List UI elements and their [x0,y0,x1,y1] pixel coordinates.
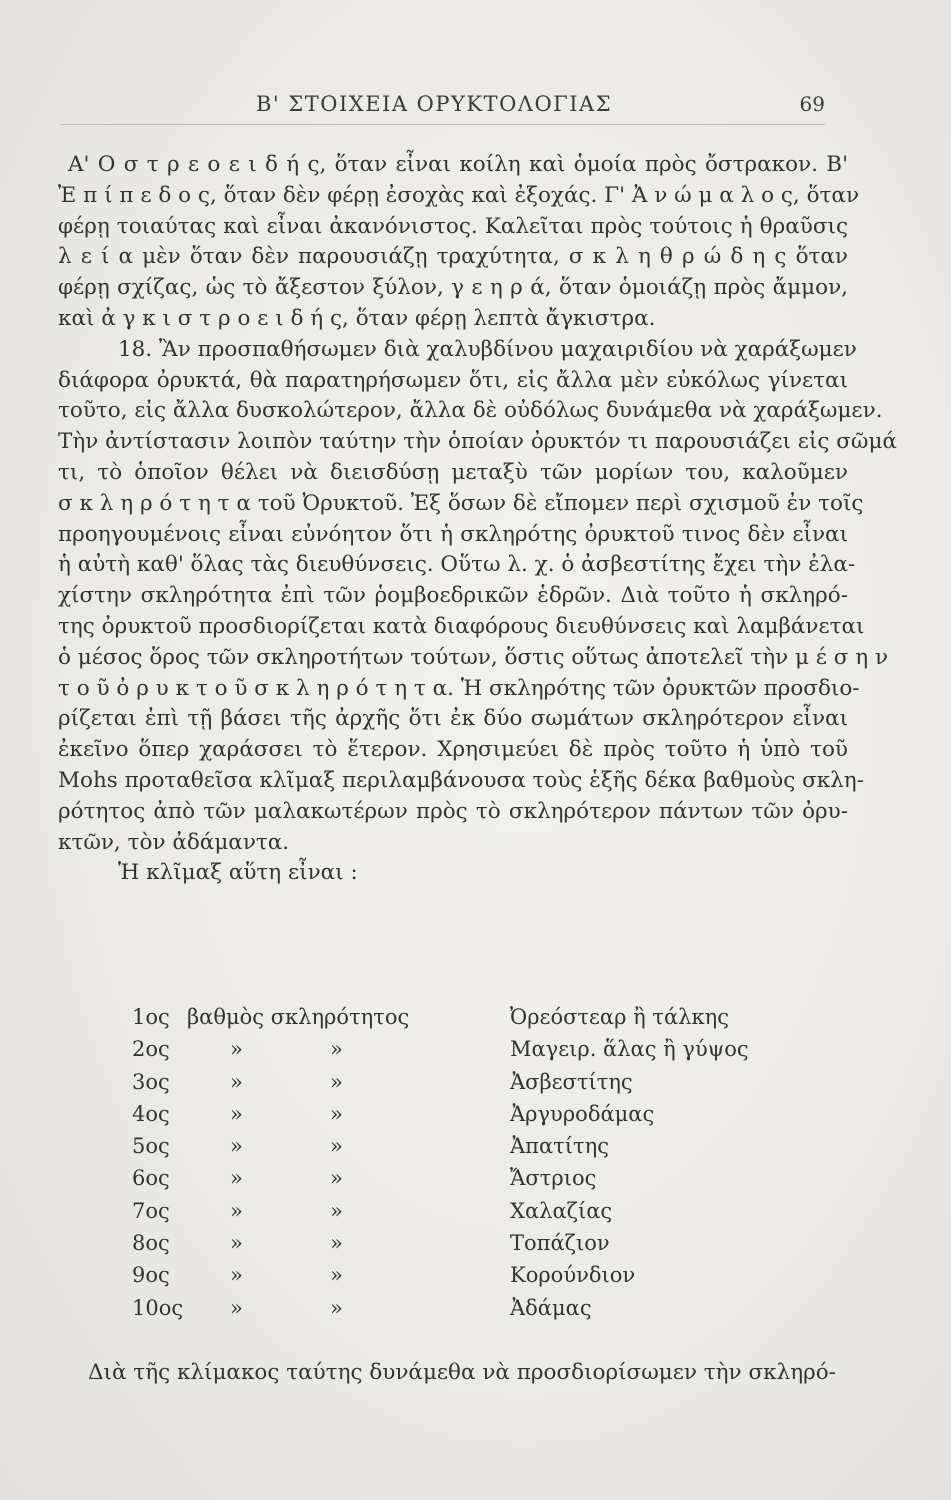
ditto-mark: » [230,1069,243,1094]
scale-intro-paragraph [58,858,848,889]
scale-row [110,1199,830,1231]
ditto-mark: » [330,1198,343,1223]
text-line: λ ε ί α μὲν ὅταν δὲν παρουσιάζῃ τραχύτητα, σ κ λ η θ ρ ώ δ η ς ὅταν [58,244,848,270]
scale-row [110,1037,830,1069]
text-line: τ ο ῦ ὀ ρ υ κ τ ο ῦ σ κ λ η ρ ό τ η τ α. Ἡ σκληρότης τῶν ὀρυκτῶν προσδιο- [58,675,860,701]
text-line: Mohs προταθεῖσα κλῖμαξ περιλαμβάνουσα τοὺς ἑξῆς δέκα βαθμοὺς σκλη- [58,767,864,793]
text-line: της ὀρυκτοῦ προσδιορίζεται κατὰ διαφόρους διευθύνσεις καὶ λαμβάνεται [58,613,865,639]
ditto-mark: » [330,1037,343,1062]
scale-degree: 9ος [132,1263,170,1288]
text-line: καὶ ἀ γ κ ι σ τ ρ ο ε ι δ ή ς, ὅταν φέρῃ λεπτὰ ἄγκιστρα. [58,305,656,331]
text-line: ἡ αὐτὴ καθ' ὅλας τὰς διευθύνσεις. Οὕτω λ. χ. ὁ ἀσβεστίτης ἔχει τὴν ἐλα- [58,552,856,578]
mineral-name: Ἀσβεστίτης [510,1069,633,1094]
scale-row [110,1102,830,1134]
mineral-name: Ἀργυροδάμας [510,1101,655,1126]
scale-row [110,1005,830,1037]
text-line: χίστην σκληρότητα ἐπὶ τῶν ῥομβοεδρικῶν ἑδρῶν. Διὰ τοῦτο ἡ σκληρό- [58,583,848,609]
mineral-name: Ὀρεόστεαρ ἢ τάλκης [510,1005,729,1029]
text-line: τοῦτο, εἰς ἄλλα δυσκολώτερον, ἄλλα δὲ οὐδόλως δυνάμεθα νὰ χαράξωμεν. [58,398,883,424]
scale-degree: 8ος [132,1231,170,1256]
text-line: ὁ μέσος ὅρος τῶν σκληροτήτων τούτων, ὅστις οὕτως ἀποτελεῖ τὴν μ έ σ η ν [58,644,889,670]
text-line: Τὴν ἀντίστασιν λοιπὸν ταύτην τὴν ὁποίαν ὀρυκτόν τι παρουσιάζει εἰς σῶμά [58,429,897,455]
ditto-mark: » [330,1101,343,1126]
running-header [60,88,825,125]
header-title: Β' ΣΤΟΙΧΕΙΑ ΟΡΥΚΤΟΛΟΓΙΑΣ [256,92,613,116]
paragraph-surface-types [58,150,860,335]
ditto-mark: » [330,1069,343,1094]
mohs-scale-table [110,1005,830,1328]
ditto-mark: » [330,1231,343,1256]
text-line: ἐκεῖνο ὅπερ χαράσσει τὸ ἕτερον. Χρησιμεύει δὲ πρὸς τοῦτο ἡ ὑπὸ τοῦ [58,737,848,763]
text-line: 18. Ἂν προσπαθήσωμεν διὰ χαλυβδίνου μαχαιριδίου νὰ χαράξωμεν [118,336,857,362]
text-line: ρότητος ἀπὸ τῶν μαλακωτέρων πρὸς τὸ σκληρότερον πάντων τῶν ὀρυ- [58,798,848,824]
ditto-mark: » [230,1101,243,1126]
mineral-name: Κορούνδιον [510,1263,636,1288]
text-line: Ἐ π ί π ε δ ο ς, ὅταν δὲν φέρῃ ἐσοχὰς καὶ ἐξοχάς. Γ' Ἀ ν ώ μ α λ ο ς, ὅταν [58,182,860,208]
ditto-mark: » [230,1231,243,1256]
mineral-name: Χαλαζίας [510,1198,613,1223]
text-line: προηγουμένοις εἶναι εὐνόητον ὅτι ἡ σκληρότης ὀρυκτοῦ τινος δὲν εἶναι [58,521,848,547]
scale-degree: 3ος [132,1069,170,1094]
scale-row [110,1231,830,1263]
text-line: τι, τὸ ὁποῖον θέλει νὰ διεισδύσῃ μεταξὺ τῶν μορίων του, καλοῦμεν [58,459,848,485]
scale-degree: 2ος [132,1037,170,1062]
ditto-mark: » [230,1134,243,1159]
text-line: φέρῃ τοιαύτας καὶ εἶναι ἀκανόνιστος. Καλεῖται πρὸς τούτοις ἡ θραῦσις [58,213,848,239]
mineral-name: Τοπάζιον [510,1231,610,1256]
text-line: κτῶν, τὸν ἀδάμαντα. [58,829,290,855]
ditto-mark: » [330,1166,343,1191]
scale-row [110,1296,830,1328]
text-line: διάφορα ὀρυκτά, θὰ παρατηρήσωμεν ὅτι, εἰς ἄλλα μὲν εὐκόλως γίνεται [58,367,848,393]
scale-row [110,1263,830,1295]
paragraph-hardness [58,335,897,859]
text-line: φέρῃ σχίζας, ὡς τὸ ἄξεστον ξύλον, γ ε η ρ ά, ὅταν ὁμοιάζῃ πρὸς ἄμμον, [58,275,848,301]
scale-degree: 5ος [132,1134,170,1159]
text-line: σ κ λ η ρ ό τ η τ α τοῦ Ὀρυκτοῦ. Ἐξ ὅσων δὲ εἴπομεν περὶ σχισμοῦ ἐν τοῖς [58,490,864,516]
scale-degree: 6ος [132,1166,170,1191]
scale-degree: 4ος [132,1101,170,1126]
ditto-mark: » [230,1037,243,1062]
closing-line: Διὰ τῆς κλίμακος ταύτης δυνάμεθα νὰ προσδιορίσωμεν τὴν σκληρό- [88,1360,836,1385]
ditto-mark: » [330,1263,343,1288]
ditto-mark: » [230,1166,243,1191]
mineral-name: Μαγειρ. ἅλας ἢ γύψος [510,1037,749,1062]
scale-degree: 7ος [132,1198,170,1223]
mineral-name: Ἀδάμας [510,1295,592,1320]
scale-intro: Ἡ κλῖμαξ αὕτη εἶναι : [118,860,358,886]
scale-row [110,1070,830,1102]
ditto-mark: » [330,1295,343,1320]
mineral-name: Ἄστριος [510,1166,597,1191]
scale-degree: 10ος [132,1295,184,1320]
scale-row [110,1166,830,1198]
scale-row [110,1134,830,1166]
mineral-name: Ἀπατίτης [510,1134,609,1159]
scale-label: βαθμὸς σκληρότητος [187,1005,410,1029]
scale-degree: 1ος [132,1005,170,1029]
body-text [58,150,897,889]
text-line: ρίζεται ἐπὶ τῇ βάσει τῆς ἀρχῆς ὅτι ἐκ δύο σωμάτων σκληρότερον εἶναι [58,706,848,732]
ditto-mark: » [330,1134,343,1159]
ditto-mark: » [230,1198,243,1223]
text-line: Α' Ο σ τ ρ ε ο ε ι δ ή ς, ὅταν εἶναι κοίλη καὶ ὁμοία πρὸς ὄστρακον. Β' [68,152,848,177]
ditto-mark: » [230,1263,243,1288]
ditto-mark: » [230,1295,243,1320]
page-number: 69 [799,92,825,116]
